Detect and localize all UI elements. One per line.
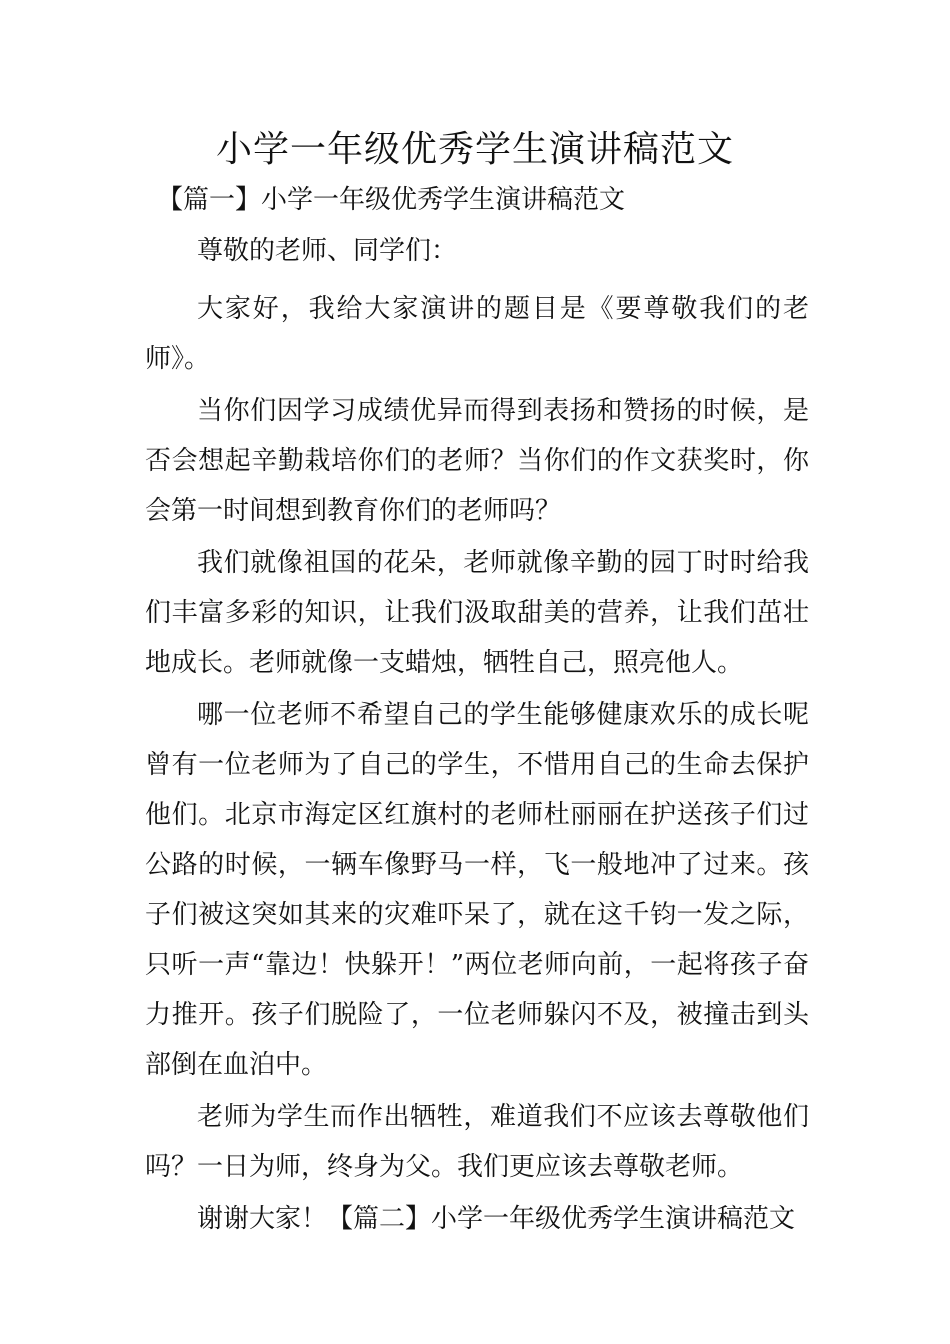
paragraph: 老师为学生而作出牺牲，难道我们不应该去尊敬他们吗？一日为师，终身为父。我们更应该去尊敬老师。 (145, 1102, 809, 1182)
paragraph-greeting: 尊敬的老师、同学们： (197, 236, 458, 266)
paragraph-closing: 谢谢大家！【篇二】小学一年级优秀学生演讲稿范文 (197, 1204, 796, 1234)
document-body (145, 226, 809, 1246)
paragraph: 我们就像祖国的花朵，老师就像辛勤的园丁时时给我们丰富多彩的知识，让我们汲取甜美的营养，让我们茁壮地成长。老师就像一支蜡烛，牺牲自己，照亮他人。 (145, 548, 809, 678)
paragraph: 哪一位老师不希望自己的学生能够健康欢乐的成长呢曾有一位老师为了自己的学生，不惜用自己的生命去保护他们。北京市海定区红旗村的老师杜丽丽在护送孩子们过公路的时候，一辆车像野马一样，飞一般地冲了过来。孩子们被这突如其来的灾难吓呆了，就在这千钧一发之际，只听一声“靠边！快躲开！”两位老师向前，一起将孩子奋力推开。孩子们脱险了，一位老师躲闪不及，被撞击到头部倒在血泊中。 (145, 700, 809, 1080)
paragraph: 大家好，我给大家演讲的题目是《要尊敬我们的老师》。 (145, 294, 809, 374)
section-heading: 【篇一】小学一年级优秀学生演讲稿范文 (157, 185, 626, 215)
paragraph: 当你们因学习成绩优异而得到表扬和赞扬的时候，是否会想起辛勤栽培你们的老师？当你们的作文获奖时，你会第一时间想到教育你们的老师吗？ (145, 396, 809, 526)
document-title: 小学一年级优秀学生演讲稿范文 (215, 129, 734, 170)
